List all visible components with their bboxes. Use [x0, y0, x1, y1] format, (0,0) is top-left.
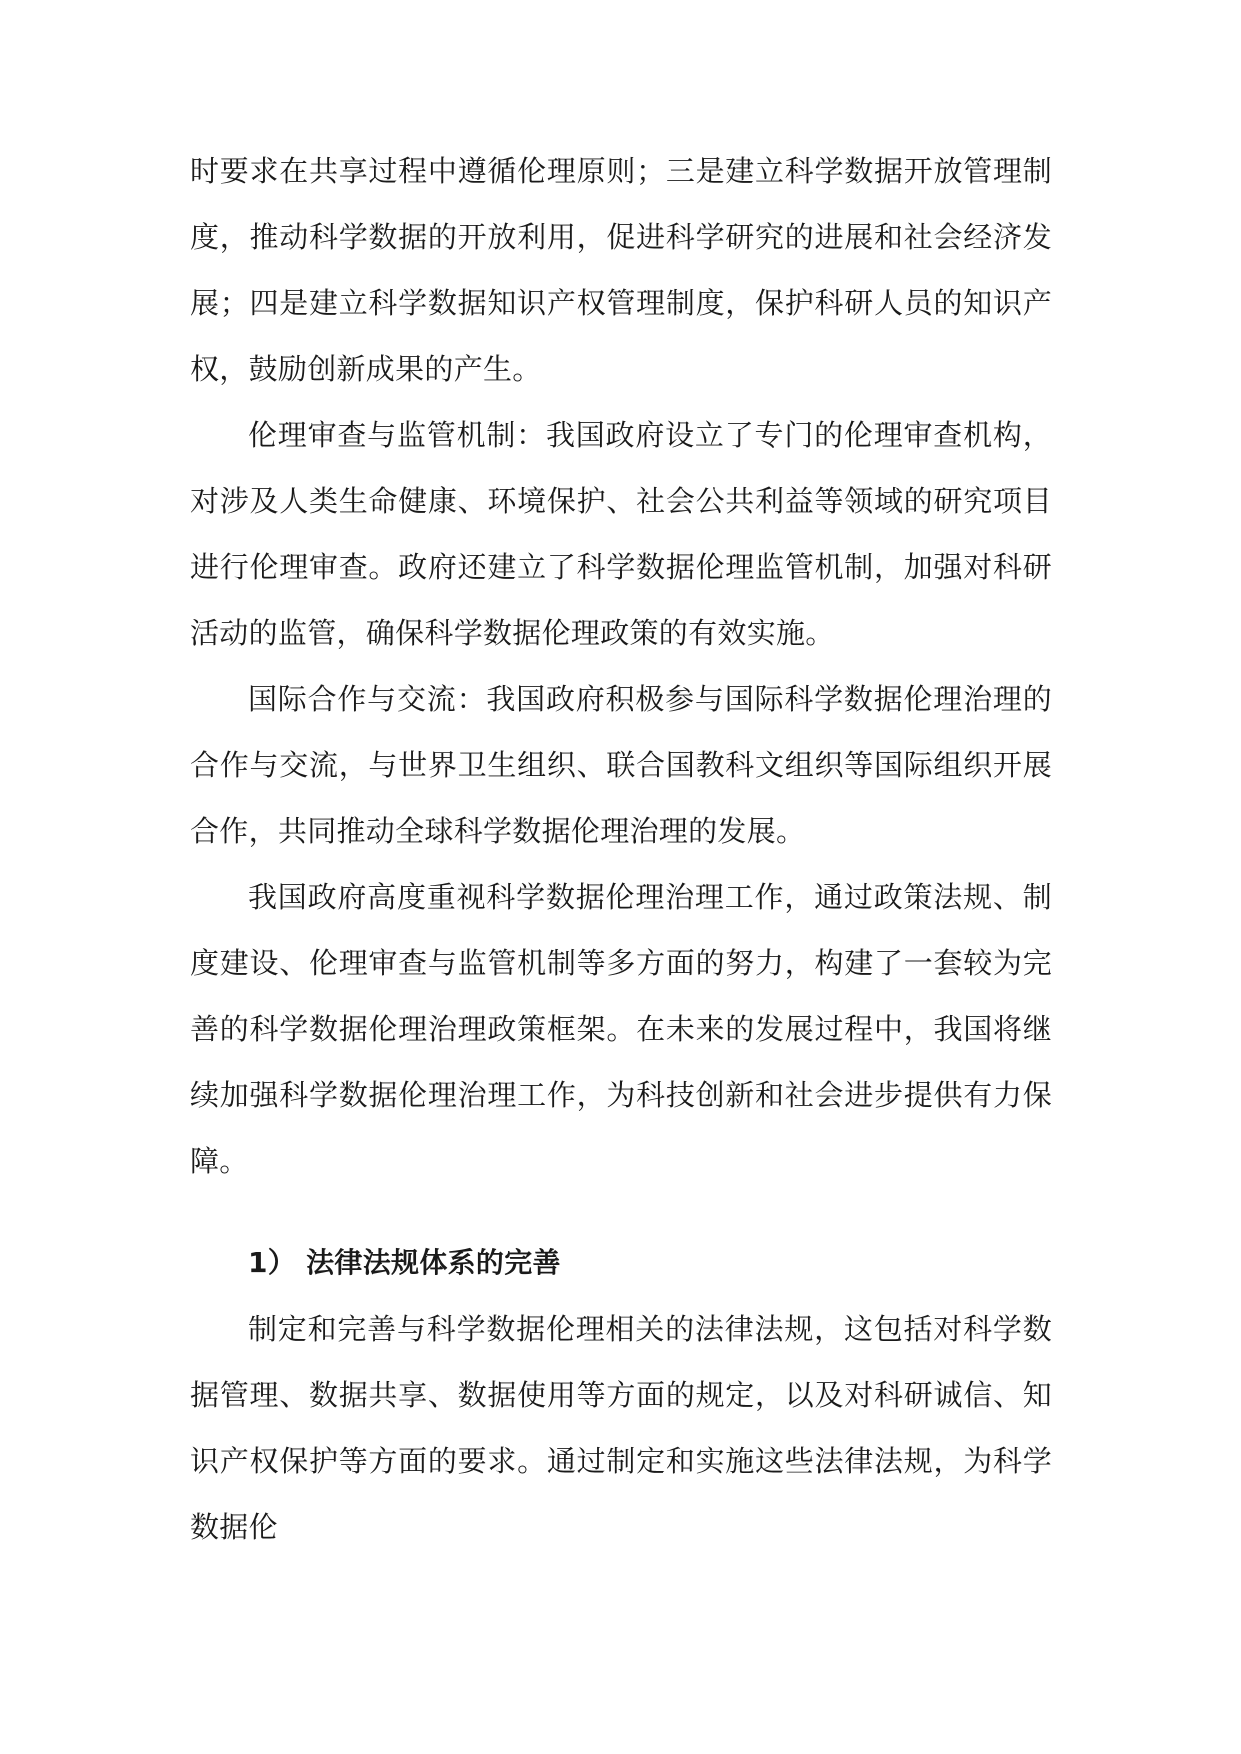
- paragraph-legal-framework: 制定和完善与科学数据伦理相关的法律法规，这包括对科学数据管理、数据共享、数据使用等方面的规定，以及对科研诚信、知识产权保护等方面的要求。通过制定和实施这些法律法规，为科学数据伦: [190, 1312, 1052, 1544]
- paragraph-international-cooperation: 国际合作与交流：我国政府积极参与国际科学数据伦理治理的合作与交流，与世界卫生组织、联合国教科文组织等国际组织开展合作，共同推动全球科学数据伦理治理的发展。: [190, 682, 1052, 848]
- paragraph-continuation: 时要求在共享过程中遵循伦理原则；三是建立科学数据开放管理制度，推动科学数据的开放利用，促进科学研究的进展和社会经济发展；四是建立科学数据知识产权管理制度，保护科研人员的知识产权，鼓励创新成果的产生。: [190, 154, 1052, 386]
- paragraph-summary: 我国政府高度重视科学数据伦理治理工作，通过政策法规、制度建设、伦理审查与监管机制等多方面的努力，构建了一套较为完善的科学数据伦理治理政策框架。在未来的发展过程中，我国将继续加强科学数据伦理治理工作，为科技创新和社会进步提供有力保障。: [190, 880, 1052, 1178]
- document-body: [190, 138, 1052, 1560]
- section-heading: 1） 法律法规体系的完善: [248, 1246, 561, 1279]
- paragraph-ethics-review: 伦理审查与监管机制：我国政府设立了专门的伦理审查机构，对涉及人类生命健康、环境保护、社会公共利益等领域的研究项目进行伦理审查。政府还建立了科学数据伦理监管机制，加强对科研活动的监管，确保科学数据伦理政策的有效实施。: [190, 418, 1052, 650]
